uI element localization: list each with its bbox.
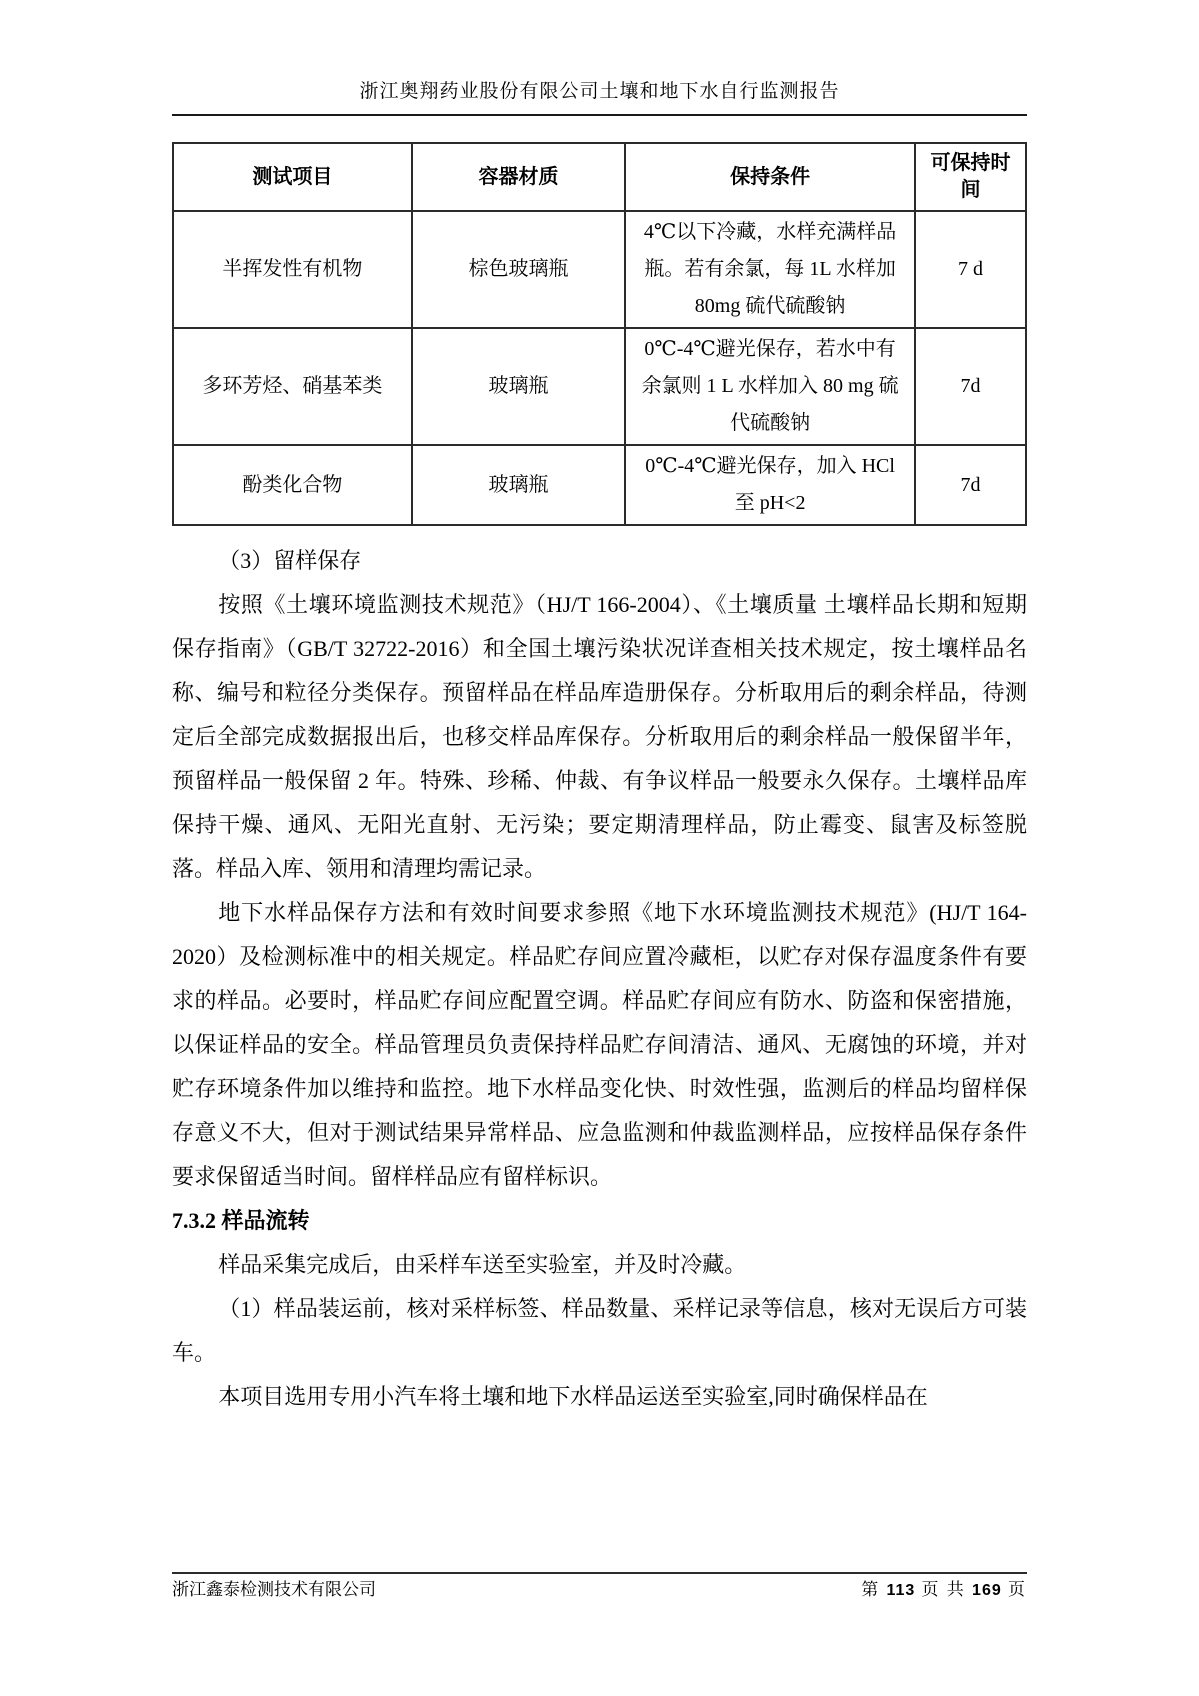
sample-preservation-table <box>172 142 1027 526</box>
page-label-prefix: 第 <box>861 1580 881 1599</box>
page-footer <box>172 1572 1027 1603</box>
cell-test-item: 多环芳烃、硝基苯类 <box>173 328 412 445</box>
header-divider <box>172 114 1027 116</box>
footer-page-indicator <box>861 1578 1027 1603</box>
footer-divider <box>172 1572 1027 1574</box>
cell-container-material: 玻璃瓶 <box>412 445 625 525</box>
cell-container-material: 棕色玻璃瓶 <box>412 211 625 328</box>
cell-holding-condition: 0℃-4℃避光保存，若水中有余氯则 1 L 水样加入 80 mg 硫代硫酸钠 <box>625 328 915 445</box>
total-page-number: 169 <box>972 1582 1002 1599</box>
table-header-row <box>173 143 1026 211</box>
paragraph-loading-check: （1）样品装运前，核对采样标签、样品数量、采样记录等信息，核对无误后方可装车。 <box>172 1296 1027 1365</box>
footer-company-name: 浙江鑫泰检测技术有限公司 <box>172 1580 376 1599</box>
cell-holding-time: 7d <box>915 328 1026 445</box>
footer-row <box>172 1578 1027 1603</box>
current-page-number: 113 <box>886 1582 916 1599</box>
col-header-container-material: 容器材质 <box>412 143 625 211</box>
subheading-retained-sample-storage: （3）留样保存 <box>218 548 362 573</box>
page-header <box>172 80 1027 116</box>
page-label-suffix: 页 <box>1008 1580 1027 1599</box>
report-title: 浙江奥翔药业股份有限公司土壤和地下水自行监测报告 <box>359 81 840 102</box>
col-header-holding-condition: 保持条件 <box>625 143 915 211</box>
document-body <box>172 539 1027 1419</box>
cell-holding-time: 7 d <box>915 211 1026 328</box>
cell-holding-condition: 4℃以下冷藏，水样充满样品瓶。若有余氯，每 1L 水样加 80mg 硫代硫酸钠 <box>625 211 915 328</box>
paragraph-transport-intro: 样品采集完成后，由采样车送至实验室，并及时冷藏。 <box>218 1252 747 1277</box>
table-row <box>173 211 1026 328</box>
paragraph-soil-sample-retention: 按照《土壤环境监测技术规范》（HJ/T 166-2004）、《土壤质量 土壤样品长期和短期保存指南》（GB/T 32722-2016）和全国土壤污染状况详查相关技术规定，按土壤样品名称、编号和粒径分类保存。预留样品在样品库造册保存。分析取用后的剩余样品，待测定后全部完成数据报出后，也移交样品库保存。分析取用后的剩余样品一般保留半年，预留样品一般保留 2 年。特殊、珍稀、仲裁、有争议样品一般要永久保存。土壤样品库保持干燥、通风、无阳光直射、无污染；要定期清理样品，防止霉变、鼠害及标签脱落。样品入库、领用和清理均需记录。 <box>172 592 1027 881</box>
cell-holding-time: 7d <box>915 445 1026 525</box>
paragraph-transport-vehicle: 本项目选用专用小汽车将土壤和地下水样品运送至实验室,同时确保样品在 <box>218 1384 928 1409</box>
section-heading-7-3-2-sample-transfer: 7.3.2 样品流转 <box>172 1208 310 1233</box>
cell-container-material: 玻璃瓶 <box>412 328 625 445</box>
col-header-test-item: 测试项目 <box>173 143 412 211</box>
cell-test-item: 酚类化合物 <box>173 445 412 525</box>
page-label-mid: 页 共 <box>921 1580 966 1599</box>
cell-holding-condition: 0℃-4℃避光保存，加入 HCl 至 pH<2 <box>625 445 915 525</box>
table-row <box>173 328 1026 445</box>
table-row <box>173 445 1026 525</box>
cell-test-item: 半挥发性有机物 <box>173 211 412 328</box>
paragraph-groundwater-sample-retention: 地下水样品保存方法和有效时间要求参照《地下水环境监测技术规范》(HJ/T 164-2020）及检测标准中的相关规定。样品贮存间应置冷藏柜，以贮存对保存温度条件有要求的样品。必要时，样品贮存间应配置空调。样品贮存间应有防水、防盗和保密措施，以保证样品的安全。样品管理员负责保持样品贮存间清洁、通风、无腐蚀的环境，并对贮存环境条件加以维持和监控。地下水样品变化快、时效性强，监测后的样品均留样保存意义不大，但对于测试结果异常样品、应急监测和仲裁监测样品，应按样品保存条件要求保留适当时间。留样样品应有留样标识。 <box>172 900 1027 1189</box>
col-header-holding-time: 可保持时间 <box>915 143 1026 211</box>
